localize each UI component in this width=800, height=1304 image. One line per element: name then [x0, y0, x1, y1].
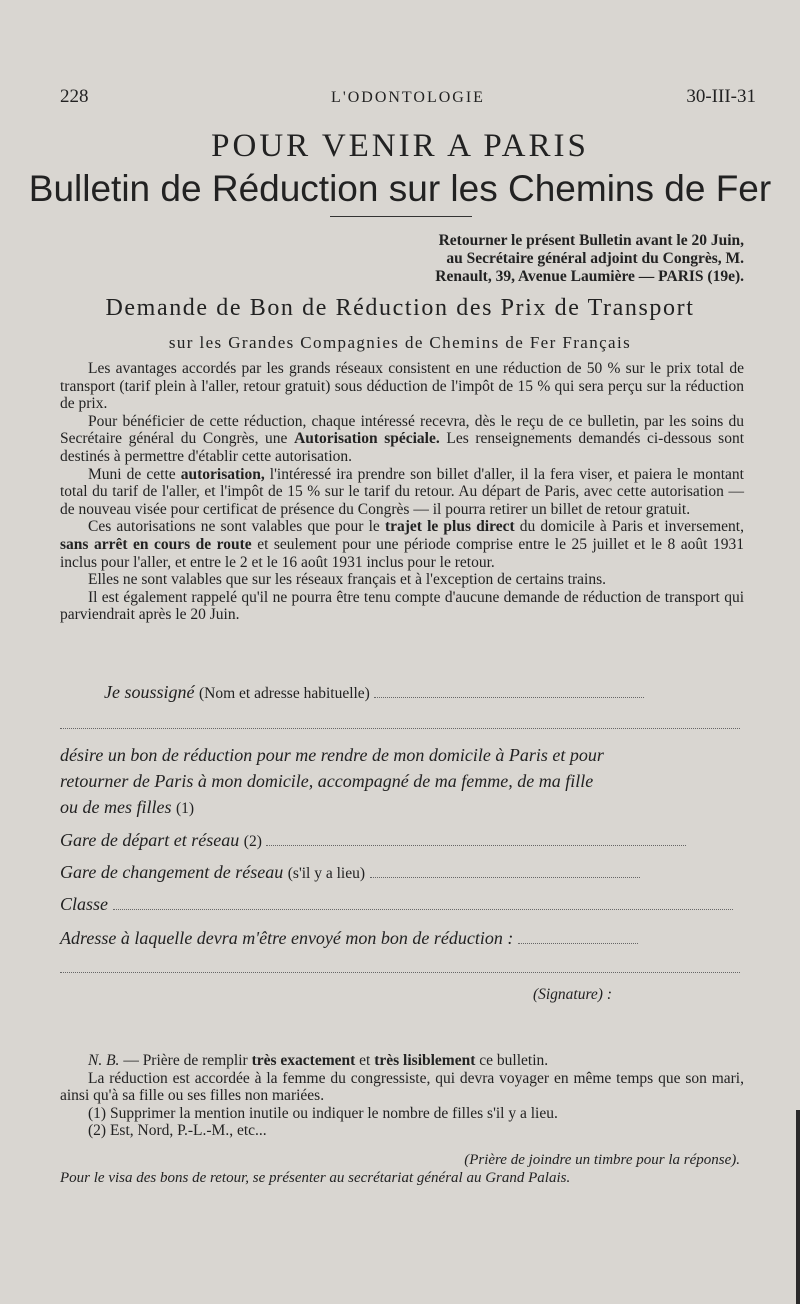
bold-run: sans arrêt en cours de route: [60, 535, 252, 553]
desire-text: [60, 742, 740, 822]
paragraph: [60, 518, 744, 571]
bold-run: autorisation,: [180, 465, 265, 483]
demand-subheading: sur les Grandes Compagnies de Chemins de Fer Français: [168, 333, 632, 352]
desire-text-run: ou de mes filles: [60, 797, 172, 817]
bold-run: très lisiblement: [374, 1052, 476, 1069]
gare-changement-row: [60, 862, 740, 883]
text-run: et seulement pour une période comprise entre le 25 juillet et le 8 août 1931 inclus pour l'aller, et entre le 2 et le 16 août 1931 inclus pour le retour.: [60, 535, 744, 571]
return-instructions: [300, 232, 744, 286]
body-text: [60, 360, 744, 624]
soussigne-field[interactable]: [374, 697, 644, 698]
soussigne-row: [60, 682, 740, 703]
nb-line: [60, 1052, 744, 1070]
demand-heading: Demande de Bon de Réduction des Prix de Transport: [105, 295, 695, 321]
bold-run: très exactement: [251, 1052, 356, 1069]
return-line: au Secrétaire général adjoint du Congrès, M.: [446, 250, 744, 267]
paragraph: Les avantages accordés par les grands réseaux consistent en une réduction de 50 % sur le prix total de transport (tarif plein à l'aller, retour gratuit) sous déduction de l'impôt de 15 % qui sera perçu sur la réduction de prix.: [60, 360, 744, 413]
page-edge: [796, 1110, 800, 1304]
paragraph: Il est également rappelé qu'il ne pourra être tenu compte d'aucune demande de réduction de transport qui parviendrait après le 20 Juin.: [60, 588, 744, 624]
bold-run: Autorisation spéciale.: [294, 430, 440, 448]
text-run: l'intéressé ira prendre son billet d'aller, il la fera viser, et paiera le montant total du tarif de l'aller, et l'impôt de 15 % sur le tarif du retour. Au départ de Paris, avec cette autorisation — de nouveau visée pour certificat de présence du Congrès — il pourra retirer un billet de retour gratuit.: [60, 465, 744, 518]
gare-changement-field[interactable]: [370, 877, 640, 878]
journal-title: L'ODONTOLOGIE: [331, 89, 485, 106]
desire-line: [60, 794, 740, 822]
nb-label: N. B.: [88, 1052, 120, 1069]
running-header: [60, 86, 756, 110]
signature-label: (Signature) :: [532, 986, 612, 1003]
nota-bene: [60, 1052, 744, 1140]
text-run: Les renseignements demandés ci-dessous sont destinés à permettre d'établir cette autorisation.: [60, 430, 745, 465]
gare-changement-label: Gare de changement de réseau: [60, 862, 284, 882]
paragraph: Elles ne sont valables que sur les réseaux français et à l'exception de certains trains.: [88, 571, 606, 589]
classe-field[interactable]: [113, 909, 733, 910]
return-line: Retourner le présent Bulletin avant le 20 Juin,: [438, 232, 744, 249]
subtitle: Bulletin de Réduction sur les Chemins de Fer: [28, 168, 772, 209]
name-address-field[interactable]: [60, 728, 740, 729]
soussigne-label: Je soussigné: [104, 682, 195, 702]
classe-row: [60, 894, 740, 915]
page-number: 228: [60, 86, 89, 107]
gare-changement-hint: (s'il y a lieu): [287, 865, 366, 882]
main-title: POUR VENIR A PARIS: [211, 128, 589, 164]
paragraph: [60, 413, 744, 466]
footnote: (1) Supprimer la mention inutile ou indiquer le nombre de filles s'il y a lieu.: [88, 1104, 558, 1122]
return-line: Renault, 39, Avenue Laumière — PARIS (19e).: [435, 268, 744, 285]
adresse-field-line[interactable]: [60, 972, 740, 973]
adresse-row: [60, 928, 740, 949]
visa-note: Pour le visa des bons de retour, se présenter au secrétariat général au Grand Palais.: [60, 1170, 571, 1186]
text-run: Pour bénéficier de cette réduction, chaque intéressé recevra, dès le reçu de ce bulletin, par les soins du Secrétaire général du Congrès, une: [60, 412, 744, 448]
gare-depart-label: Gare de départ et réseau: [60, 830, 240, 850]
text-run: Muni de cette: [88, 465, 181, 483]
bold-run: trajet le plus direct: [384, 518, 515, 536]
text-run: — Prière de remplir: [119, 1052, 252, 1069]
footnote: (2) Est, Nord, P.-L.-M., etc...: [88, 1122, 267, 1140]
footnote-ref: (2): [243, 833, 262, 850]
adresse-label: Adresse à laquelle devra m'être envoyé mon bon de réduction :: [60, 928, 514, 948]
classe-label: Classe: [60, 894, 109, 914]
stamp-note: (Prière de joindre un timbre pour la réponse).: [464, 1152, 740, 1168]
text-run: du domicile à Paris et inversement,: [514, 518, 744, 536]
text-run: Ces autorisations ne sont valables que pour le: [88, 518, 385, 536]
paragraph: [60, 466, 744, 519]
soussigne-hint: (Nom et adresse habituelle): [198, 685, 370, 702]
desire-line: désire un bon de réduction pour me rendre de mon domicile à Paris et pour: [60, 745, 604, 765]
adresse-field[interactable]: [518, 943, 638, 944]
nb-line: La réduction est accordée à la femme du congressiste, qui devra voyager en même temps que son mari, ainsi qu'à sa fille ou ses filles non mariées.: [60, 1069, 744, 1105]
title-divider: [330, 216, 472, 217]
issue-date: 30-III-31: [686, 86, 756, 107]
text-run: et: [355, 1052, 375, 1069]
gare-depart-field[interactable]: [266, 845, 686, 846]
text-run: ce bulletin.: [475, 1052, 549, 1069]
gare-depart-row: [60, 830, 740, 851]
footnote-ref: (1): [175, 800, 195, 817]
desire-line: retourner de Paris à mon domicile, accompagné de ma femme, de ma fille: [60, 771, 594, 791]
